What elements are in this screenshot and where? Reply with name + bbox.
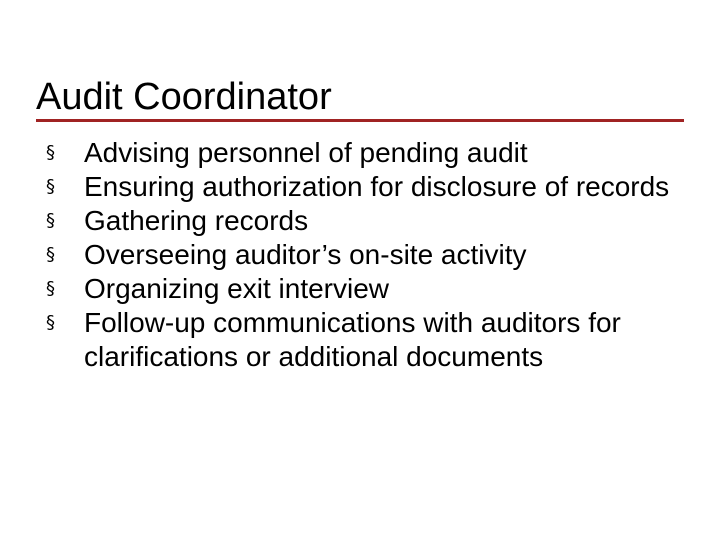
bullet-text: Overseeing auditor’s on-site activity	[84, 239, 527, 270]
section-sign-icon: §	[46, 210, 55, 231]
bullet-list	[46, 136, 686, 374]
section-sign-icon: §	[46, 142, 55, 163]
section-sign-icon: §	[46, 244, 55, 265]
title-underline	[36, 119, 684, 122]
bullet-item	[46, 170, 686, 204]
section-sign-icon: §	[46, 176, 55, 197]
bullet-text: Ensuring authorization for disclosure of records	[84, 171, 670, 202]
bullet-item	[46, 272, 686, 306]
bullet-text: Gathering records	[84, 205, 309, 236]
slide-title: Audit Coordinator	[36, 76, 332, 118]
bullet-item	[46, 306, 686, 374]
section-sign-icon: §	[46, 278, 55, 299]
section-sign-icon: §	[46, 312, 55, 333]
bullet-item	[46, 204, 686, 238]
bullet-text: Advising personnel of pending audit	[84, 137, 528, 168]
bullet-item	[46, 238, 686, 272]
bullet-text: Organizing exit interview	[84, 273, 390, 304]
bullet-item	[46, 136, 686, 170]
bullet-text: Follow-up communications with auditors for clarifications or additional documents	[84, 307, 621, 372]
